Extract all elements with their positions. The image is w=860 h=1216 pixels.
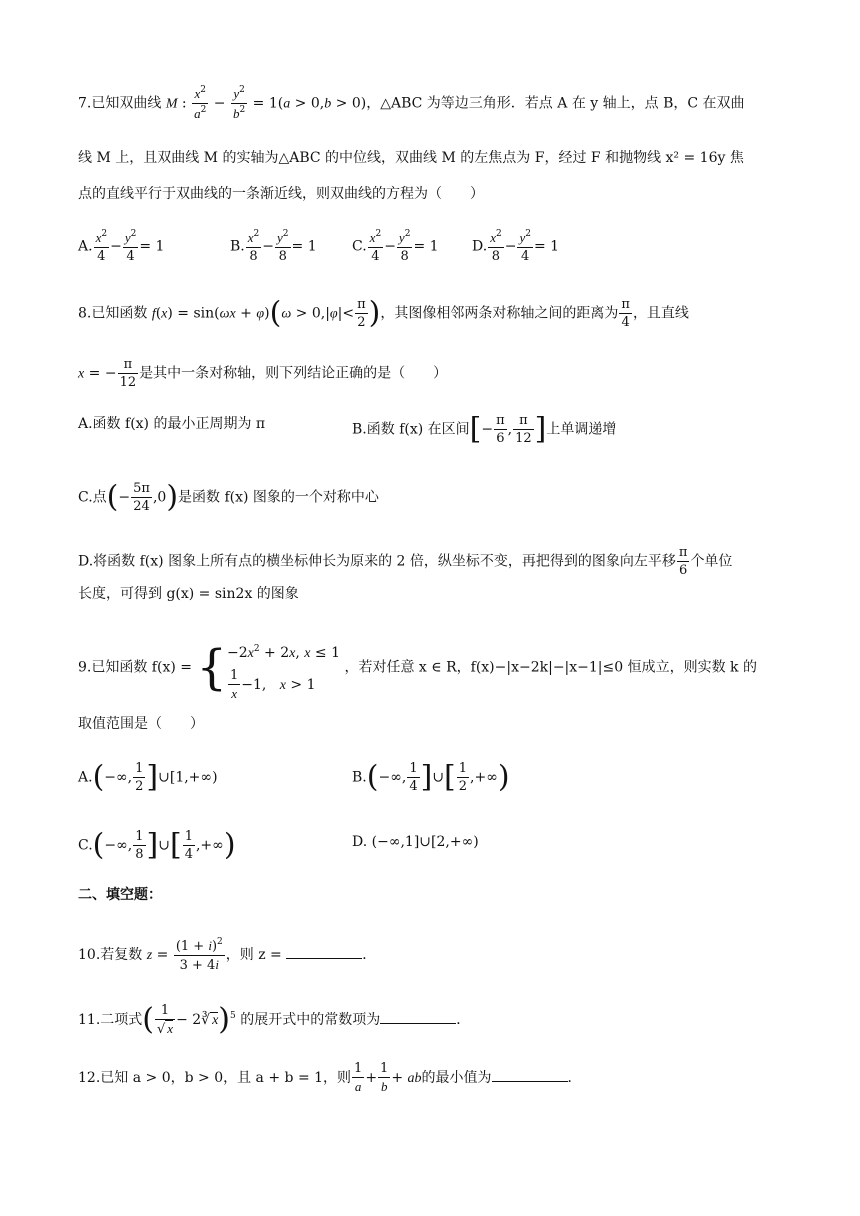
q8-option-d-line1: D.将函数 f(x) 图象上所有点的横坐标伸长为原来的 2 倍，纵坐标不变，再把得到的图象向左平移 $\frac{\pi}{6}$ 个单位 <box>78 545 733 578</box>
q11-answer-blank[interactable] <box>380 1009 456 1024</box>
q7-text1: ，△ABC 为等边三角形．若点 A 在 y 轴上，点 B，C 在双曲 <box>366 95 745 112</box>
q10-answer-blank[interactable] <box>286 944 362 959</box>
q9-option-a: A.(−∞, $\frac{1}{2}$ ]∪[1,+∞) <box>78 759 218 795</box>
q9-line1: 9.已知函数 f(x) = { $-2x^2 + 2x$, x ≤ 1 $\frac{1}{x}$ −1, x > 1 ，若对任意 x ∈ R，f(x)−|x−2k|−|x−1|≤0 恒成立，则实数 k 的 <box>78 639 757 701</box>
q7-option-d: D. $\frac{x^2}{8}$ − $\frac{y^2}{4}$ = 1 <box>472 229 560 264</box>
q7-line2: 线 M 上，且双曲线 M 的实轴为△ABC 的中位线，双曲线 M 的左焦点为 F，经过 F 和抛物线 x² = 16y 焦 <box>78 150 744 166</box>
q8-option-c: C.点(− $\frac{5\pi}{24}$ ,0)是函数 f(x) 图象的一个对称中心 <box>78 479 379 515</box>
q7-line3: 点的直线平行于双曲线的一条渐近线，则双曲线的方程为（ ） <box>78 186 484 202</box>
q9-option-b: B.(−∞, $\frac{1}{4}$ ]∪[ $\frac{1}{2}$ ,+∞) <box>352 759 510 795</box>
q7-option-c: C. $\frac{x^2}{4}$ − $\frac{y^2}{8}$ = 1 <box>352 229 439 264</box>
q12-answer-blank[interactable] <box>492 1067 568 1082</box>
q8-option-a: A.函数 f(x) 的最小正周期为 π <box>78 416 266 432</box>
q7-option-a: A. $\frac{x^2}{4}$ − $\frac{y^2}{4}$ = 1 <box>78 229 165 264</box>
q9-option-d: D. (−∞,1]∪[2,+∞) <box>352 834 479 850</box>
q8-line2: x = − $\frac{\pi}{12}$ 是其中一条对称轴，则下列结论正确的是（ ） <box>78 357 448 390</box>
q11-line: 11.二项式( $\frac{1}{√ x}$ − 2∛ x)$^5$ 的展开式中的常数项为 ． <box>78 1002 471 1037</box>
q8-option-d-line2: 长度，可得到 g(x) = sin2x 的图象 <box>78 586 299 602</box>
q9-option-c: C.(−∞, $\frac{1}{8}$ ]∪[ $\frac{1}{4}$ ,+∞) <box>78 827 236 863</box>
q10-line: 10.若复数 z = $\frac{(1 + i)^2}{3 + 4i}$ ，则 z = ． <box>78 937 377 973</box>
q7-line1: 7.已知双曲线 M : $\frac{x^2}{a^2}$ − $\frac{y^2}{b^2}$ = 1(a > 0,b > 0)，△ABC 为等边三角形．若点 A 在 y 轴上，点 B，C 在双曲 <box>78 85 745 121</box>
q7-number: 7.已知双曲线 <box>78 95 162 112</box>
q9-line2: 取值范围是（ ） <box>78 716 204 732</box>
q12-line: 12.已知 a > 0，b > 0，且 a + b = 1，则 $\frac{1}{a}$ + $\frac{1}{b}$ + ab的最小值为 ． <box>78 1061 582 1094</box>
q7-option-b: B. $\frac{x^2}{8}$ − $\frac{y^2}{8}$ = 1 <box>230 229 317 264</box>
q8-line1: 8.已知函数 f(x) = sin(ωx + φ)(ω > 0,|φ|< $\frac{\pi}{2}$ )，其图像相邻两条对称轴之间的距离为 $\frac{\pi}{4}$ ，且直线 <box>78 295 689 331</box>
q8-option-b: B.函数 f(x) 在区间[− $\frac{\pi}{6}$ , $\frac{\pi}{12}$ ]上单调递增 <box>352 411 617 447</box>
section-title-fill-in: 二、填空题： <box>78 887 162 903</box>
